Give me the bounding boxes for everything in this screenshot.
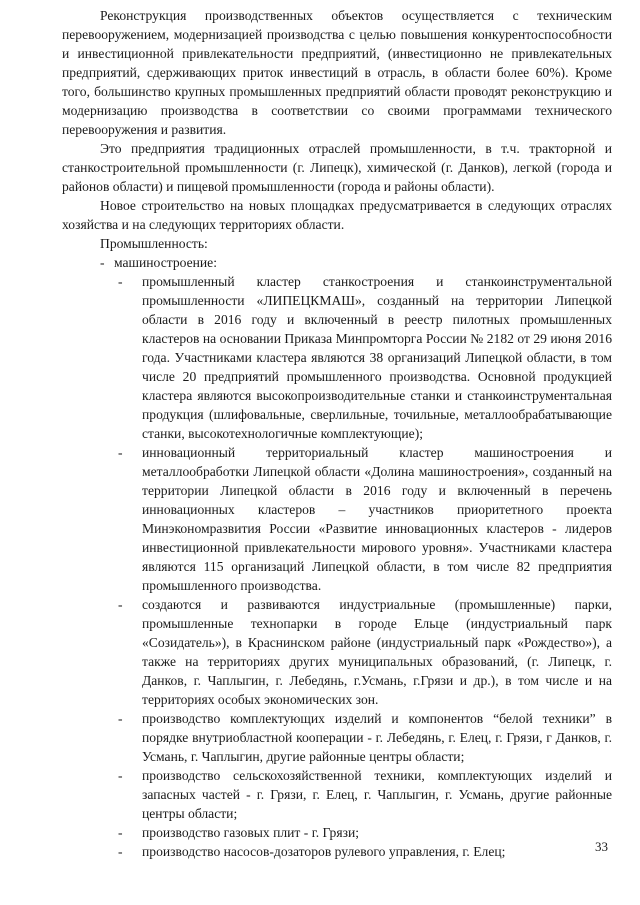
sub-heading-text: машиностроение: [114, 255, 217, 270]
list-item-text: промышленный кластер станкостроения и станкоинструментальной промышленности «ЛИПЕЦКМАШ», созданный на территории Липецкой области в 2016 году и включенный в реестр пилотных промышленных кластеров на основании Приказа Минпромторга России № 2182 от 29 июня 2016 года. Участниками кластера являются 38 организаций Липецкой области, в том числе 20 предприятий промышленного производства. Основной продукцией кластера являются высокопроизводительные станки и станкоинструментальная продукция (шлифовальные, сверлильные, точильные, металлообрабатывающие станки, высокотехнологичные комплектующие); [142, 274, 612, 441]
list-item-text: создаются и развиваются индустриальные (промышленные) парки, промышленные технопарки в городе Ельце (индустриальный парк «Созидатель»), в Краснинском районе (индустриальный парк «Рождество»), а также на территориях других муниципальных образований, (г. Липецк, г. Данков, г. Чаплыгин, г. Лебедянь, г.Усмань, г.Грязи и др.), в том числе и на территориях особых экономических зон. [142, 597, 612, 707]
bullet-marker: - [118, 597, 123, 612]
bullet-marker: - [118, 768, 123, 783]
paragraph: Реконструкция производственных объектов осуществляется с техническим перевооружением, модернизацией производства с целью повышения конкурентоспособности и инвестиционной привлекательности предприятий, (инвестиционно не привлекательных предприятий, сдерживающих приток инвестиций в отрасль, в области более 60%). Кроме того, большинство крупных промышленных предприятий области проводят реконструкцию и модернизацию производства в соответствии со своими программами технического перевооружения и развития. [62, 8, 612, 137]
list-item-text: производство газовых плит - г. Грязи; [142, 825, 360, 840]
page-number: 33 [595, 839, 608, 854]
paragraph: Это предприятия традиционных отраслей промышленности, в т.ч. тракторной и станкостроительной промышленности (г. Липецк), химической (г. Данков), легкой (города и районов области) и пищевой промышленности (города и районы области). [62, 141, 612, 194]
list-item [62, 272, 612, 443]
industry-heading: Промышленность: [100, 236, 208, 251]
bullet-marker: - [118, 274, 123, 289]
paragraph: Новое строительство на новых площадках предусматривается в следующих отраслях хозяйства и на следующих территориях области. [62, 198, 612, 232]
list-item [62, 842, 612, 861]
list-item-text: производство сельскохозяйственной техники, комплектующих изделий и запасных частей - г. Грязи, г. Елец, г. Чаплыгин, г. Усмань, другие районные центры области; [142, 768, 612, 821]
list-item [62, 766, 612, 823]
bullet-marker: - [118, 825, 123, 840]
sub-heading-marker: - [100, 255, 105, 270]
list-item-text: производство насосов-дозаторов рулевого управления, г. Елец; [142, 844, 506, 859]
list-item-text: инновационный территориальный кластер машиностроения и металлообработки Липецкой области «Долина машиностроения», созданный на территории Липецкой области в 2016 году и включенный в перечень инновационных кластеров – участников приоритетного проекта Минэкономразвития России «Развитие инновационных кластеров - лидеров инвестиционной привлекательности мирового уровня». Участниками кластера являются 115 организаций Липецкой области, в том числе 82 предприятия промышленного производства. [142, 445, 612, 593]
list-item-text: производство комплектующих изделий и компонентов “белой техники” в порядке внутриобластной кооперации - г. Лебедянь, г. Елец, г. Грязи, г Данков, г. Усмань, г. Чаплыгин, другие районные центры области; [142, 711, 612, 764]
list-item [62, 443, 612, 595]
sub-heading [62, 253, 612, 272]
list-item [62, 709, 612, 766]
document-page [62, 6, 612, 861]
bullet-list [62, 272, 612, 861]
bullet-marker: - [118, 844, 123, 859]
list-item [62, 823, 612, 842]
bullet-marker: - [118, 445, 123, 460]
list-item [62, 595, 612, 709]
bullet-marker: - [118, 711, 123, 726]
